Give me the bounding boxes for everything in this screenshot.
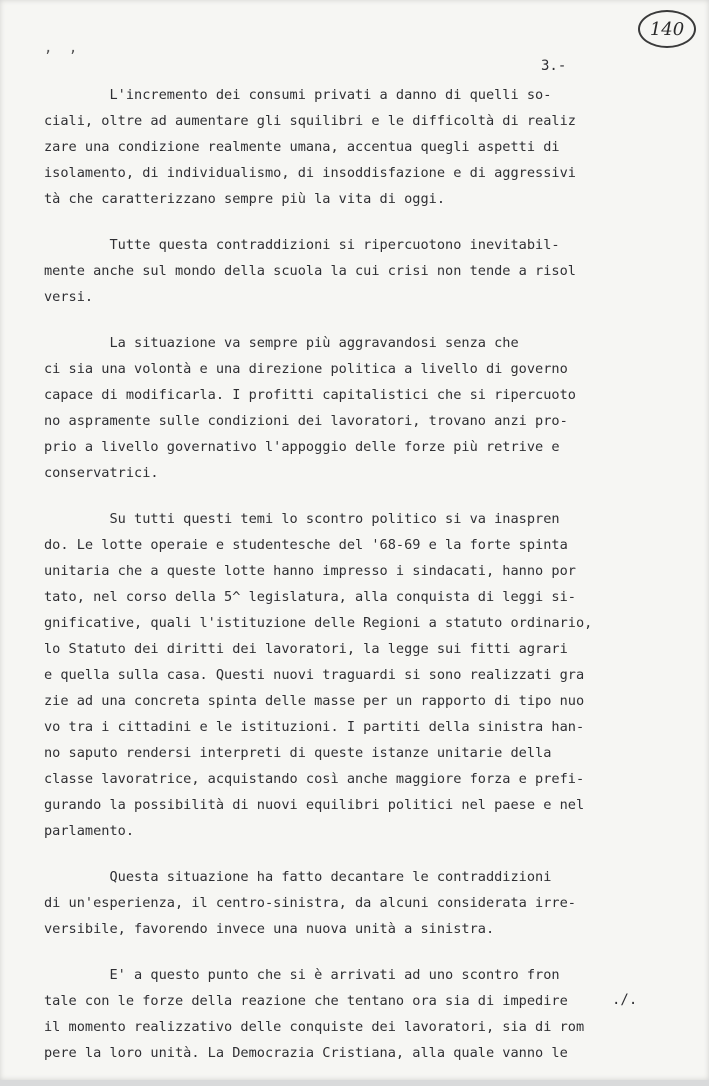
text-line: no saputo rendersi interpreti di queste istanze unitarie della [44,745,552,761]
text-line: conservatrici. [44,465,159,481]
text-line: E' a questo punto che si è arrivati ad uno scontro fron [44,967,560,983]
text-line: classe lavoratrice, acquistando così anche maggiore forza e prefi- [44,771,585,787]
text-line: tà che caratterizzano sempre più la vita di oggi. [44,191,446,207]
paragraph [44,864,584,942]
paragraph [44,82,584,212]
text-line: L'incremento dei consumi privati a danno di quelli so- [44,87,552,103]
text-line: gnificative, quali l'istituzione delle Regioni a statuto ordinario, [44,615,593,631]
text-line: Questa situazione ha fatto decantare le contraddizioni [44,869,552,885]
text-line: di un'esperienza, il centro-sinistra, da alcuni considerata irre- [44,895,576,911]
body-text [44,82,593,1086]
continuation-mark: ./. [612,992,638,1008]
paragraph [44,232,584,310]
text-line: mente anche sul mondo della scuola la cui crisi non tende a risol [44,263,576,279]
text-line: e quella sulla casa. Questi nuovi traguardi si sono realizzati gra [44,667,585,683]
text-line: tale con le forze della reazione che tentano ora sia di impedire [44,993,568,1009]
page-number: 3.- [541,58,567,74]
text-line: ci sia una volontà e una direzione politica a livello di governo [44,361,568,377]
text-line: capace di modificarla. I profitti capitalistici che si ripercuoto [44,387,576,403]
text-line: pere la loro unità. La Democrazia Cristiana, alla quale vanno le [44,1045,568,1061]
page-specks: , , [44,40,82,56]
text-line: prio a livello governativo l'appoggio delle forze più retrive e [44,439,560,455]
text-line: ciali, oltre ad aumentare gli squilibri e le difficoltà di realiz [44,113,576,129]
paragraph [44,962,584,1066]
archive-stamp [638,10,696,48]
text-line: zie ad una concreta spinta delle masse per un rapporto di tipo nuo [44,693,585,709]
text-line: tato, nel corso della 5^ legislatura, alla conquista di leggi si- [44,589,576,605]
text-line: isolamento, di individualismo, di insoddisfazione e di aggressivi [44,165,576,181]
text-line: zare una condizione realmente umana, accentua quegli aspetti di [44,139,560,155]
text-line: lo Statuto dei diritti dei lavoratori, la legge sui fitti agrari [44,641,568,657]
text-line: versibile, favorendo invece una nuova unità a sinistra. [44,921,495,937]
text-line: versi. [44,289,94,305]
text-line: unitaria che a queste lotte hanno impresso i sindacati, hanno por [44,563,576,579]
text-line: vo tra i cittadini e le istituzioni. I partiti della sinistra han- [44,719,585,735]
text-line: La situazione va sempre più aggravandosi senza che [44,335,519,351]
paragraph [44,506,593,844]
text-line: do. Le lotte operaie e studentesche del '68-69 e la forte spinta [44,537,568,553]
archive-stamp-number: 140 [649,18,685,40]
text-line: il momento realizzativo delle conquiste dei lavoratori, sia di rom [44,1019,585,1035]
text-line: gurando la possibilità di nuovi equilibri politici nel paese e nel [44,797,585,813]
text-line: no aspramente sulle condizioni dei lavoratori, trovano anzi pro- [44,413,568,429]
text-line: Su tutti questi temi lo scontro politico si va inaspren [44,511,560,527]
paragraph [44,330,584,486]
text-line: Tutte questa contraddizioni si ripercuotono inevitabil- [44,237,560,253]
text-line: parlamento. [44,823,135,839]
